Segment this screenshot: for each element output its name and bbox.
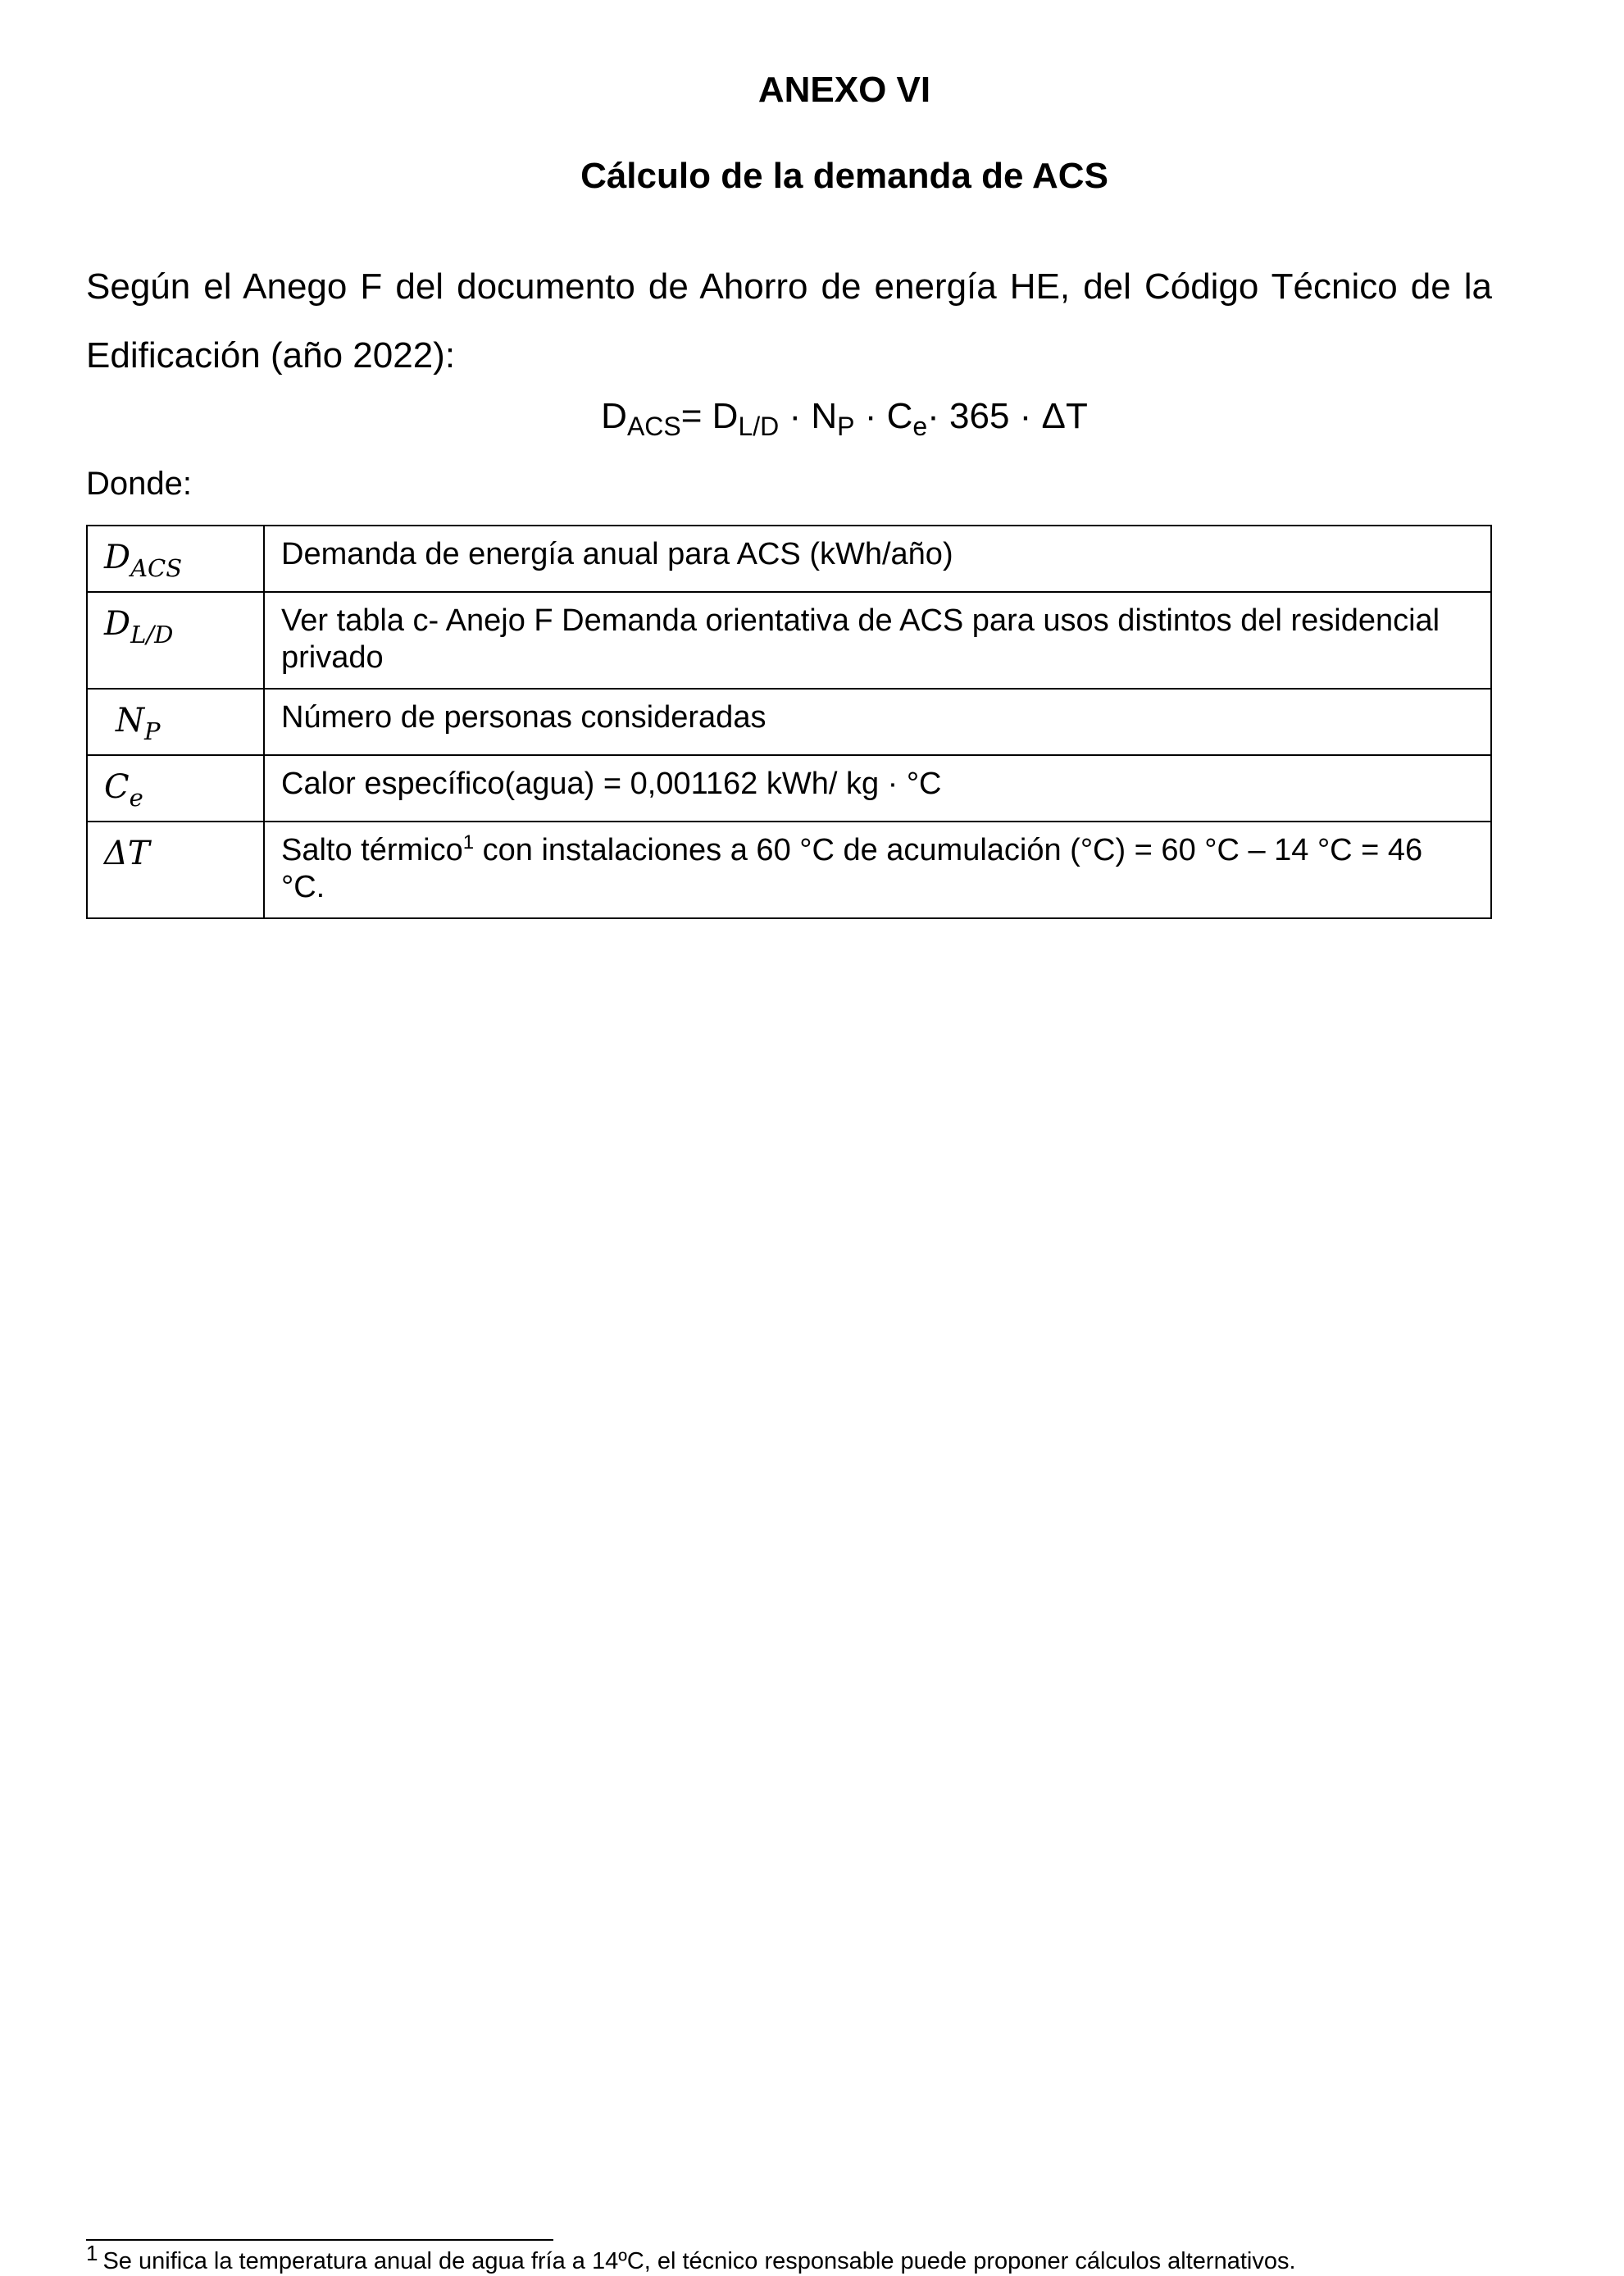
symbol-cell: $D_{ACS}$ xyxy=(87,526,264,592)
formula-d-sub: L/D xyxy=(738,412,780,441)
page-subtitle: Cálculo de la demanda de ACS xyxy=(580,156,1108,196)
description-cell: Número de personas consideradas xyxy=(264,689,1491,755)
footnote-separator xyxy=(86,2239,553,2241)
formula-tail: · 365 · ΔT xyxy=(927,396,1088,436)
symbol-cell: $D_{L/D}$ xyxy=(87,592,264,689)
page-title: ANEXO VI xyxy=(757,70,931,110)
footnote-reference: 1 xyxy=(462,831,475,854)
table-row xyxy=(87,592,1491,689)
description-cell: Ver tabla c- Anejo F Demanda orientativa de ACS para usos distintos del residencial privado xyxy=(264,592,1491,689)
description-cell: Salto térmico$^1$ con instalaciones a 60 °C de acumulación (°C) = 60 °C – 14 °C = 46 °C. xyxy=(264,822,1491,918)
table-row xyxy=(87,689,1491,755)
intro-paragraph: Según el Anego F del documento de Ahorro de energía HE, del Código Técnico de la Edificación (año 2022): xyxy=(86,266,1492,376)
formula-lhs: D xyxy=(601,396,627,436)
footnote-marker: 1 xyxy=(86,2241,98,2265)
formula xyxy=(0,392,1624,441)
table-row xyxy=(87,822,1491,918)
formula-np: · N xyxy=(779,396,838,436)
donde-label: Donde: xyxy=(86,466,192,502)
definitions-table xyxy=(86,525,1492,919)
formula-lhs-sub: ACS xyxy=(626,412,681,441)
table-row xyxy=(87,755,1491,822)
formula-ce-sub: e xyxy=(912,412,928,441)
description-cell: Calor específico(agua) = 0,001162 kWh/ kg · °C xyxy=(264,755,1491,822)
footnote-text: Se unifica la temperatura anual de agua fría a 14ºC, el técnico responsable puede proponer cálculos alternativos. xyxy=(102,2248,1296,2274)
formula-ce: · C xyxy=(854,396,913,436)
description-cell: Demanda de energía anual para ACS (kWh/año) xyxy=(264,526,1491,592)
symbol-cell: $N_P$ xyxy=(87,689,264,755)
formula-eq: = D xyxy=(680,396,739,436)
footnote xyxy=(86,2241,1296,2276)
table-row xyxy=(87,526,1491,592)
symbol-cell: ΔT xyxy=(87,822,264,918)
symbol-cell: $C_e$ xyxy=(87,755,264,822)
formula-np-sub: P xyxy=(837,412,855,441)
